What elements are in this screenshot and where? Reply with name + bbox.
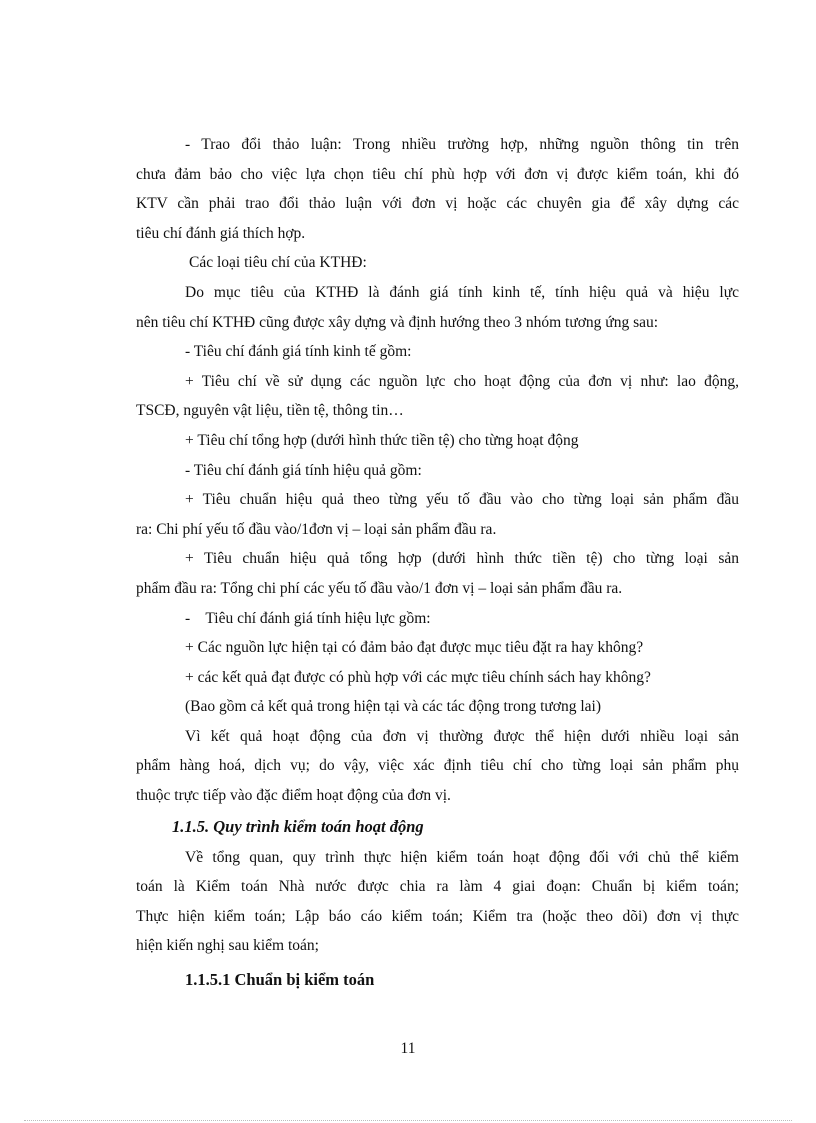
text-line: hiện kiến nghị sau kiểm toán; [136, 937, 319, 955]
paragraph-resource-criteria [136, 367, 739, 426]
text-line: + Tiêu chuẩn hiệu quả theo từng yếu tố đầu vào cho từng loại sản phẩm đầu [185, 491, 739, 509]
text-line: TSCĐ, nguyên vật liệu, tiền tệ, thông tin… [136, 402, 404, 420]
paragraph-economy-criteria: - Tiêu chí đánh giá tính kinh tế gồm: [185, 343, 412, 361]
text-line: phẩm đầu ra: Tổng chi phí các yếu tố đầu vào/1 đơn vị – loại sản phẩm đầu ra. [136, 579, 623, 597]
paragraph-objectives [136, 278, 739, 337]
text-line: Vì kết quả hoạt động của đơn vị thường được thể hiện dưới nhiều loại sản [185, 727, 739, 745]
text-line: Do mục tiêu của KTHĐ là đánh giá tính kinh tế, tính hiệu quả và hiệu lực [185, 283, 739, 301]
paragraph-efficiency-criteria: - Tiêu chí đánh giá tính hiệu quả gồm: [185, 461, 422, 479]
paragraph-audit-process [136, 843, 739, 961]
section-heading: 1.1.5. Quy trình kiểm toán hoạt động [172, 816, 424, 836]
page-content [136, 130, 739, 995]
text-line: Về tổng quan, quy trình thực hiện kiểm toán hoạt động đối với chủ thể kiểm [185, 848, 739, 866]
paragraph-criteria-types: Các loại tiêu chí của KTHĐ: [189, 254, 367, 272]
page-bottom-rule [24, 1120, 792, 1121]
text-line: Thực hiện kiểm toán; Lập báo cáo kiểm toán; Kiểm tra (hoặc theo dõi) đơn vị thực [136, 907, 739, 925]
text-line: + Tiêu chuẩn hiệu quả tổng hợp (dưới hình thức tiền tệ) cho từng loại sản [185, 550, 739, 568]
subsection-heading: 1.1.5.1 Chuẩn bị kiểm toán [185, 970, 375, 990]
text-line: tiêu chí đánh giá thích hợp. [136, 224, 306, 242]
paragraph-efficiency-input [136, 485, 739, 544]
text-line: + Tiêu chí về sử dụng các nguồn lực cho hoạt động của đơn vị như: lao động, [185, 372, 739, 390]
paragraph-efficiency-aggregate [136, 544, 739, 603]
paragraph-results-conclusion [136, 722, 739, 811]
paragraph-including-results: (Bao gồm cả kết quả trong hiện tại và các tác động trong tương lai) [185, 698, 602, 716]
text-line: nên tiêu chí KTHĐ cũng được xây dựng và định hướng theo 3 nhóm tương ứng sau: [136, 313, 659, 331]
text-line: thuộc trực tiếp vào đặc điểm hoạt động của đơn vị. [136, 787, 451, 805]
page-number: 11 [400, 1040, 416, 1057]
text-line: chưa đảm bảo cho việc lựa chọn tiêu chí phù hợp với đơn vị được kiểm toán, khi đó [136, 165, 739, 183]
text-line: toán là Kiểm toán Nhà nước được chia ra làm 4 giai đoạn: Chuẩn bị kiểm toán; [136, 878, 739, 896]
paragraph-results-policy: + các kết quả đạt được có phù hợp với các mực tiêu chính sách hay không? [185, 668, 651, 686]
paragraph-discussion [136, 130, 739, 248]
text-line: KTV cần phải trao đổi thảo luận với đơn vị hoặc các chuyên gia để xây dựng các [136, 195, 739, 213]
paragraph-effectiveness-criteria: - Tiêu chí đánh giá tính hiệu lực gồm: [185, 609, 431, 627]
paragraph-resources-goals: + Các nguồn lực hiện tại có đảm bảo đạt được mục tiêu đặt ra hay không? [185, 639, 644, 657]
text-line: phẩm hàng hoá, dịch vụ; do vậy, việc xác định tiêu chí cho từng loại sản phẩm phụ [136, 757, 739, 775]
text-line: ra: Chi phí yếu tố đầu vào/1đơn vị – loại sản phẩm đầu ra. [136, 520, 497, 538]
paragraph-aggregate-criteria: + Tiêu chí tổng hợp (dưới hình thức tiền tệ) cho từng hoạt động [185, 431, 579, 449]
text-line: - Trao đổi thảo luận: Trong nhiều trường hợp, những nguồn thông tin trên [185, 136, 739, 153]
